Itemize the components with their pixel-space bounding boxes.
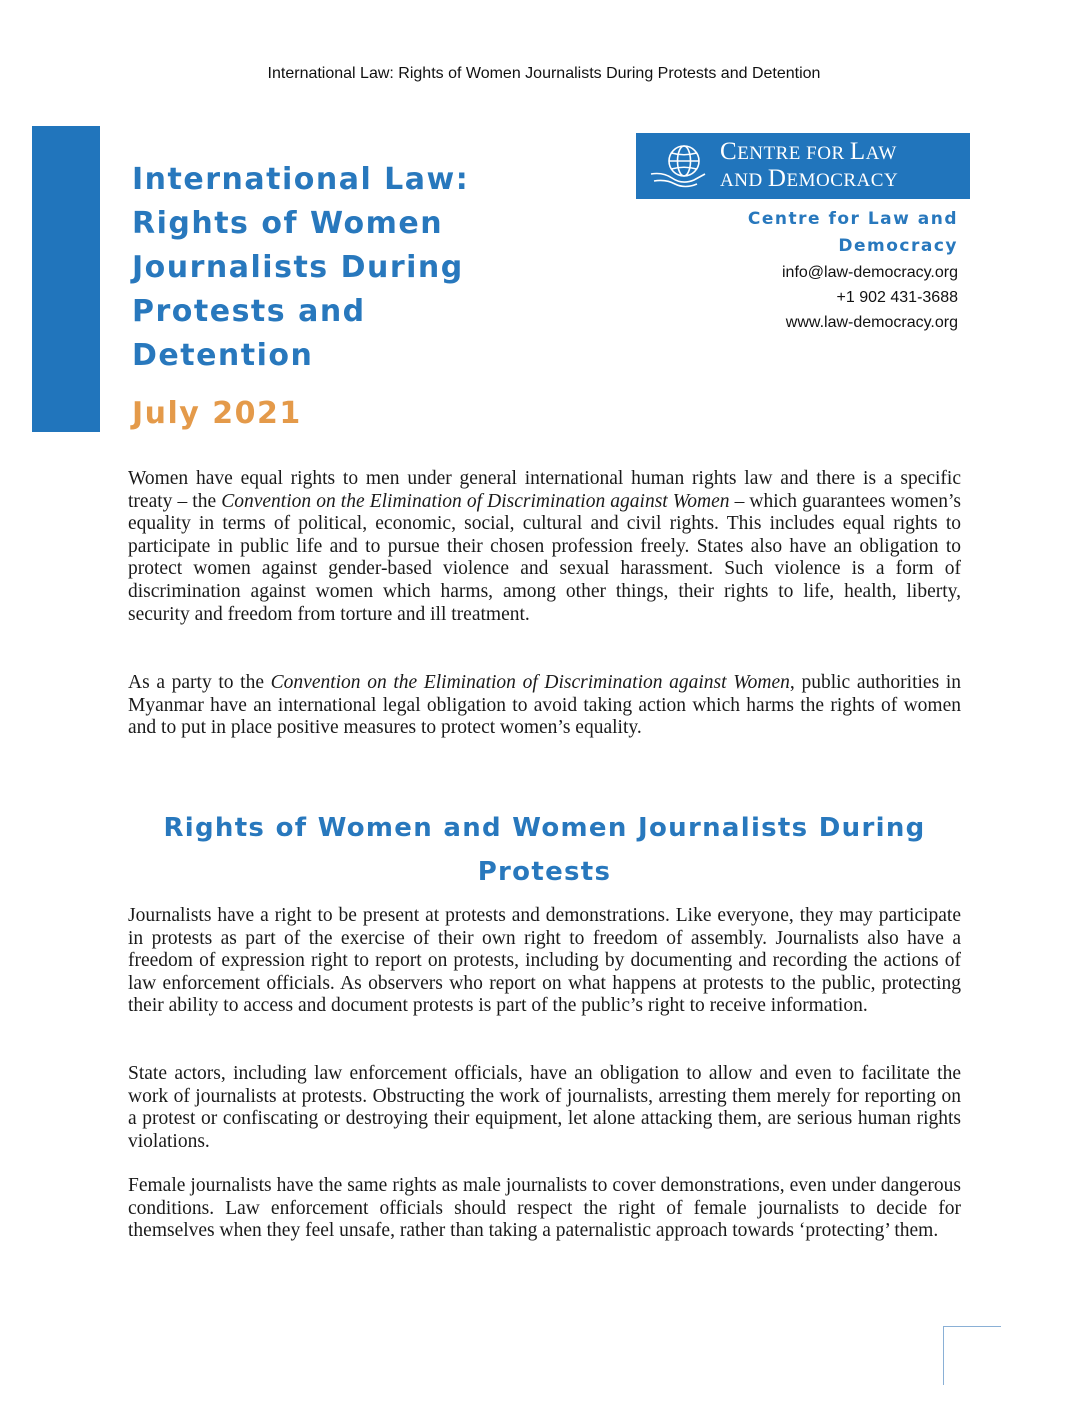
logo-wordmark: CENTRE FOR LAW AND DEMOCRACY — [720, 138, 899, 192]
treaty-name: Convention on the Elimination of Discrimination against Women — [270, 672, 790, 693]
contact-phone: +1 902 431-3688 — [836, 289, 958, 306]
title-line: Protests and — [132, 294, 366, 329]
contact-org-name: Democracy — [838, 236, 958, 256]
page-corner-mark — [943, 1326, 1001, 1385]
title-line: Detention — [132, 338, 314, 373]
contact-website[interactable]: www.law-democracy.org — [785, 314, 958, 331]
body-paragraph: Female journalists have the same rights as male journalists to cover demonstrations, even under dangerous conditions. Law enforcement officials should respect the right of female journalists to decide for themselves when they feel unsafe, rather than taking a paternalistic approach towards ‘protecting’ them. — [128, 1175, 961, 1242]
intro-paragraph: As a party to the Convention on the Elimination of Discrimination against Women, public authorities in Myanmar have an international legal obligation to avoid taking action which harms the rights of women and to put in place positive measures to protect women’s equality. — [128, 672, 961, 739]
title-line: Rights of Women — [132, 206, 444, 241]
body-paragraph: State actors, including law enforcement officials, have an obligation to allow and even to facilitate the work of journalists at protests. Obstructing the work of journalists, arresting them merely for reporting on a protest or confiscating or destroying their equipment, let alone attacking them, are serious human rights violations. — [128, 1063, 961, 1152]
title-line: International Law: — [132, 162, 470, 197]
intro-paragraph: Women have equal rights to men under general international human rights law and there is a specific treaty – the Convention on the Elimination of Discrimination against Women – which guarantees women’s equality in terms of political, economic, social, cultural and civil rights. This includes equal rights to participate in public life and to pursue their chosen profession freely. States also have an obligation to protect women against gender-based violence and sexual harassment. Such violence is a form of discrimination against women which harms, among other things, their rights to life, health, liberty, security and freedom from torture and ill treatment. — [128, 468, 962, 625]
treaty-name: Convention on the Elimination of Discrimination against Women — [221, 490, 730, 512]
globe-in-hands-icon — [648, 141, 710, 191]
document-title — [132, 158, 572, 378]
title-line: Journalists During — [132, 250, 464, 285]
body-paragraph: Journalists have a right to be present at protests and demonstrations. Like everyone, they may participate in protests as part of the exercise of their own right to freedom of assembly. Journalists also have a freedom of expression right to report on protests, including by documenting and recording the actions of law enforcement officials. As observers who report on what happens at protests to the public, protecting their ability to access and document protests is part of the public’s right to receive information. — [128, 905, 961, 1017]
contact-email[interactable]: info@law-democracy.org — [781, 264, 958, 281]
section-heading: Rights of Women and Women Journalists During Protests — [163, 813, 926, 887]
contact-block — [658, 206, 958, 335]
contact-org-name: Centre for Law and — [747, 209, 958, 229]
accent-side-bar — [32, 126, 100, 432]
organization-logo — [636, 133, 970, 199]
document-date: July 2021 — [132, 396, 302, 431]
running-header: International Law: Rights of Women Journalists During Protests and Detention — [267, 65, 821, 82]
